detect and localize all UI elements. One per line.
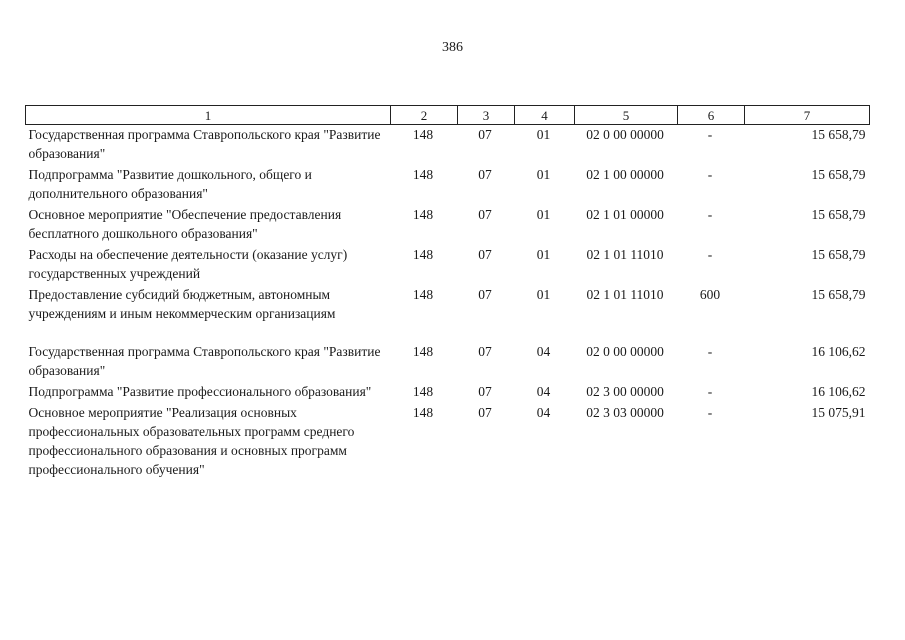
- table-row: [26, 245, 870, 285]
- header-col-1: 1: [26, 106, 391, 125]
- row-col-2: 148: [412, 127, 434, 142]
- row-col-7: 15 075,91: [811, 405, 866, 420]
- row-col-5: 02 1 01 00000: [586, 207, 664, 222]
- table-row: [26, 125, 870, 166]
- row-col-6: -: [707, 127, 713, 142]
- row-col-3: 07: [478, 207, 492, 222]
- row-col-4: 04: [536, 405, 551, 420]
- row-col-6: 600: [699, 287, 721, 302]
- table-row: [26, 205, 870, 245]
- header-col-3: 3: [458, 106, 515, 125]
- row-name: Основное мероприятие "Реализация основных профессиональных образовательных программ среднего профессионального образования и основных программ профессионального обучения": [28, 405, 355, 477]
- row-col-2: 148: [412, 405, 434, 420]
- row-col-4: 04: [536, 344, 551, 359]
- table-row: [26, 382, 870, 403]
- row-col-2: 148: [412, 287, 434, 302]
- row-col-4: 01: [536, 207, 551, 222]
- table-row: [26, 285, 870, 325]
- row-col-5: 02 1 01 11010: [586, 247, 664, 262]
- table-row: [26, 165, 870, 205]
- row-col-3: 07: [478, 127, 492, 142]
- row-name: Расходы на обеспечение деятельности (оказание услуг) государственных учреждений: [28, 247, 348, 281]
- row-col-3: 07: [478, 405, 492, 420]
- row-col-3: 07: [478, 384, 492, 399]
- row-col-6: -: [707, 207, 713, 222]
- row-col-3: 07: [478, 344, 492, 359]
- spacer-cell: [26, 325, 870, 342]
- row-col-2: 148: [412, 344, 434, 359]
- row-col-7: 15 658,79: [811, 247, 866, 262]
- row-col-7: 15 658,79: [811, 287, 866, 302]
- row-col-3: 07: [478, 167, 492, 182]
- row-spacer: [26, 325, 870, 342]
- row-col-5: 02 0 00 00000: [586, 344, 664, 359]
- header-col-6: 6: [678, 106, 745, 125]
- row-name: Предоставление субсидий бюджетным, автономным учреждениям и иным некоммерческим организациям: [28, 287, 336, 321]
- row-name: Государственная программа Ставропольского края "Развитие образования": [28, 344, 381, 378]
- row-name: Подпрограмма "Развитие дошкольного, общего и дополнительного образования": [28, 167, 312, 201]
- row-col-5: 02 3 03 00000: [586, 405, 664, 420]
- row-col-7: 16 106,62: [811, 344, 866, 359]
- row-col-4: 01: [536, 247, 551, 262]
- row-col-2: 148: [412, 167, 434, 182]
- row-col-5: 02 1 00 00000: [586, 167, 664, 182]
- row-col-6: -: [707, 247, 713, 262]
- header-col-2: 2: [391, 106, 458, 125]
- row-col-7: 16 106,62: [811, 384, 866, 399]
- header-col-7: 7: [745, 106, 870, 125]
- row-col-3: 07: [478, 287, 492, 302]
- row-col-5: 02 1 01 11010: [586, 287, 664, 302]
- row-col-7: 15 658,79: [811, 167, 866, 182]
- row-col-4: 01: [536, 287, 551, 302]
- row-col-2: 148: [412, 384, 434, 399]
- row-name: Государственная программа Ставропольского края "Развитие образования": [28, 127, 381, 161]
- row-col-4: 01: [536, 167, 551, 182]
- row-col-5: 02 0 00 00000: [586, 127, 664, 142]
- header-col-5: 5: [575, 106, 678, 125]
- row-col-6: -: [707, 405, 713, 420]
- budget-table: [25, 105, 870, 481]
- row-col-3: 07: [478, 247, 492, 262]
- row-col-5: 02 3 00 00000: [586, 384, 664, 399]
- row-col-6: -: [707, 344, 713, 359]
- row-col-2: 148: [412, 247, 434, 262]
- page-number: 386: [442, 40, 463, 55]
- row-col-4: 01: [536, 127, 551, 142]
- row-col-2: 148: [412, 207, 434, 222]
- row-col-7: 15 658,79: [811, 127, 866, 142]
- table-row: [26, 342, 870, 382]
- header-col-4: 4: [515, 106, 575, 125]
- header-row: [26, 106, 870, 125]
- row-name: Основное мероприятие "Обеспечение предоставления бесплатного дошкольного образования": [28, 207, 342, 241]
- row-col-6: -: [707, 384, 713, 399]
- row-col-4: 04: [536, 384, 551, 399]
- row-col-6: -: [707, 167, 713, 182]
- row-name: Подпрограмма "Развитие профессионального образования": [28, 384, 372, 399]
- row-col-7: 15 658,79: [811, 207, 866, 222]
- table-row: [26, 403, 870, 481]
